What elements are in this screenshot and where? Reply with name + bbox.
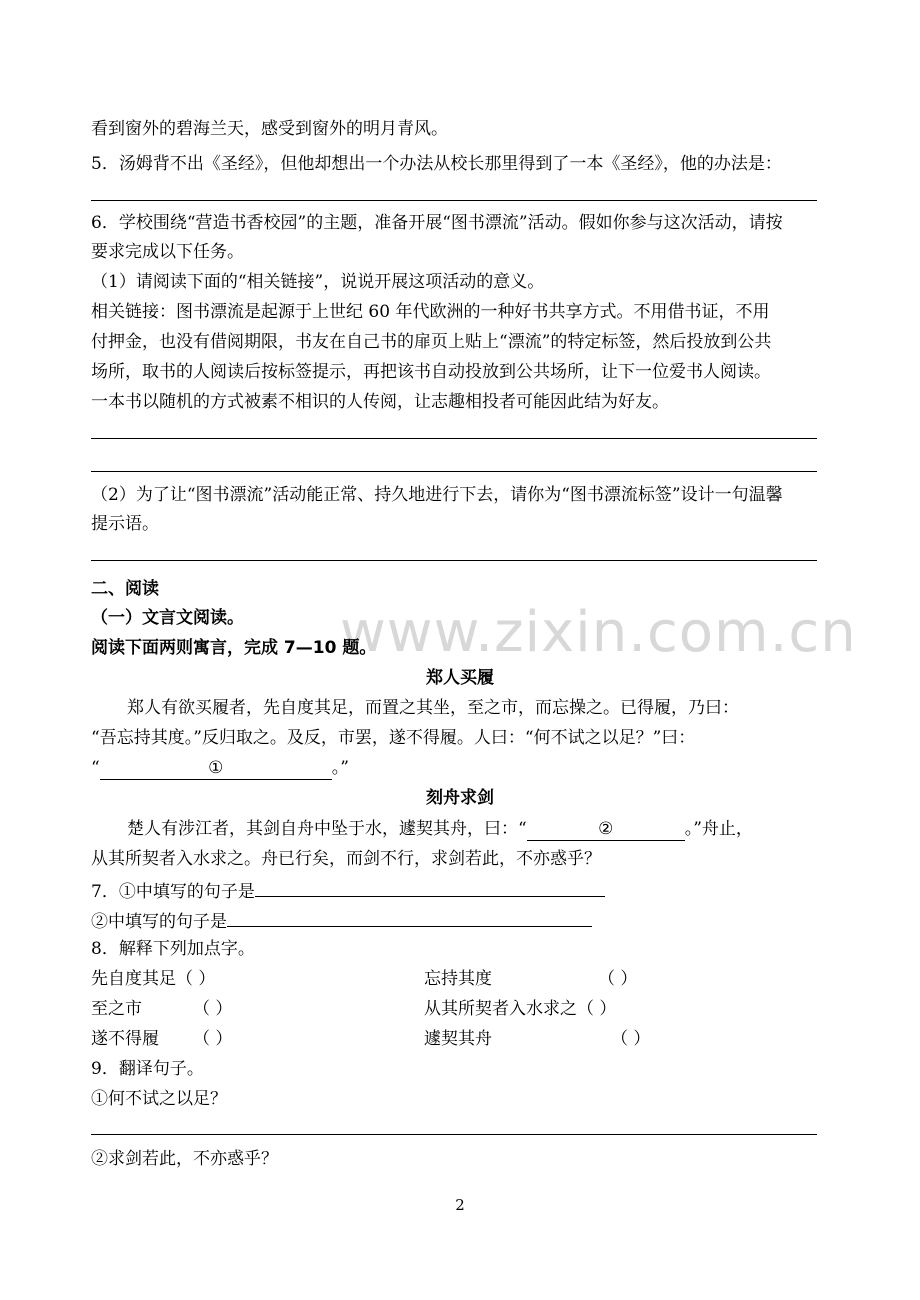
term-phrase: 忘持其度: [424, 969, 492, 989]
related-link-line: 一本书以随机的方式被素不相识的人传阅，让志趣相投者可能因此结为好友。: [91, 392, 669, 412]
term-phrase: 遂不得履: [91, 1029, 159, 1049]
term-phrase: 从其所契者入水求之: [424, 999, 577, 1019]
answer-line[interactable]: [91, 560, 817, 561]
question-9-part-1: ①何不试之以足？: [91, 1089, 227, 1109]
term-answer-paren[interactable]: （ ）: [611, 1029, 651, 1049]
fable-paragraph: 郑人有欲买履者，先自度其足，而置之其坐，至之市，而忘操之。已得履，乃曰：: [127, 698, 739, 718]
question-6-part-2-cont: 提示语。: [91, 514, 159, 534]
term-phrase: 先自度其足: [91, 969, 176, 989]
section-heading: 二、阅读: [91, 579, 159, 599]
term-answer-paren[interactable]: （ ）: [176, 969, 216, 989]
question-6-part-2: （2）为了让“图书漂流”活动能正常、持久地进行下去，请你为“图书漂流标签”设计一句温馨: [91, 485, 783, 505]
answer-line[interactable]: [91, 1134, 817, 1135]
question-6-part-1: （1）请阅读下面的“相关链接”，说说开展这项活动的意义。: [91, 272, 545, 292]
answer-blank[interactable]: [255, 878, 605, 897]
watermark: www.zixin.com.cn: [340, 600, 857, 665]
fill-blank-2[interactable]: ②: [527, 818, 685, 841]
question-6: 6．学校围绕“营造书香校园”的主题，准备开展“图书漂流”活动。假如你参与这次活动，请按: [91, 213, 783, 233]
term-phrase: 遽契其舟: [424, 1029, 492, 1049]
open-quote: “: [91, 758, 100, 778]
question-7-line: [91, 878, 821, 903]
answer-blank[interactable]: [227, 908, 592, 927]
fable-paragraph-line: [91, 757, 821, 780]
related-link-line: 付押金，也没有借阅期限，书友在自己书的扉页上贴上“漂流”的特定标签，然后投放到公共: [91, 332, 772, 352]
term-phrase: 至之市: [91, 999, 142, 1019]
related-link-line: 相关链接：图书漂流是起源于上世纪 60 年代欧洲的一种好书共享方式。不用借书证，不用: [91, 302, 770, 322]
answer-line[interactable]: [91, 471, 817, 472]
term-item: [424, 968, 492, 990]
question-5: 5．汤姆背不出《圣经》，但他却想出一个办法从校长那里得到了一本《圣经》，他的办法是：: [91, 154, 782, 174]
fable-title: 刻舟求剑: [426, 788, 494, 808]
term-item: [91, 968, 215, 990]
fable-paragraph: “吾忘持其度。”反归取之。及反，市罢，遂不得履。人曰：“何不试之以足？”曰：: [91, 728, 696, 748]
fill-blank-1[interactable]: ①: [100, 757, 332, 780]
fable-paragraph-line: [127, 818, 857, 841]
question-9-part-2: ②求剑若此，不亦惑乎？: [91, 1149, 278, 1169]
related-link-line: 场所，取书的人阅读后按标签提示，再把该书自动投放到公共场所，让下一位爱书人阅读。: [91, 362, 771, 382]
term-answer-paren[interactable]: （ ）: [193, 999, 233, 1019]
fable-text: 。”舟止，: [684, 819, 753, 839]
question-7: 7．①中填写的句子是: [91, 882, 255, 902]
subsection-heading: （一）文言文阅读。: [91, 608, 244, 628]
text-line: 看到窗外的碧海兰天，感受到窗外的明月青风。: [91, 119, 448, 139]
fable-paragraph: 从其所契者入水求之。舟已行矣，而剑不行，求剑若此，不亦惑乎？: [91, 849, 601, 869]
fable-title: 郑人买履: [426, 668, 494, 688]
question-6-cont: 要求完成以下任务。: [91, 242, 244, 262]
answer-line[interactable]: [91, 438, 817, 439]
question-7-part-2: ②中填写的句子是: [91, 912, 227, 932]
question-7-line-2: [91, 908, 821, 933]
term-item: [424, 998, 616, 1020]
reading-instruction: 阅读下面两则寓言，完成 7—10 题。: [91, 638, 377, 658]
question-9: 9．翻译句子。: [91, 1059, 204, 1079]
term-answer-paren[interactable]: （ ）: [193, 1029, 233, 1049]
fable-text: 楚人有涉江者，其剑自舟中坠于水，遽契其舟，曰：“: [127, 819, 527, 839]
question-8: 8．解释下列加点字。: [91, 939, 255, 959]
close-quote: 。”: [331, 758, 349, 778]
page-number: 2: [455, 1196, 465, 1214]
answer-line[interactable]: [91, 200, 817, 201]
term-answer-paren[interactable]: （ ）: [577, 999, 617, 1019]
term-answer-paren[interactable]: （ ）: [598, 969, 638, 989]
